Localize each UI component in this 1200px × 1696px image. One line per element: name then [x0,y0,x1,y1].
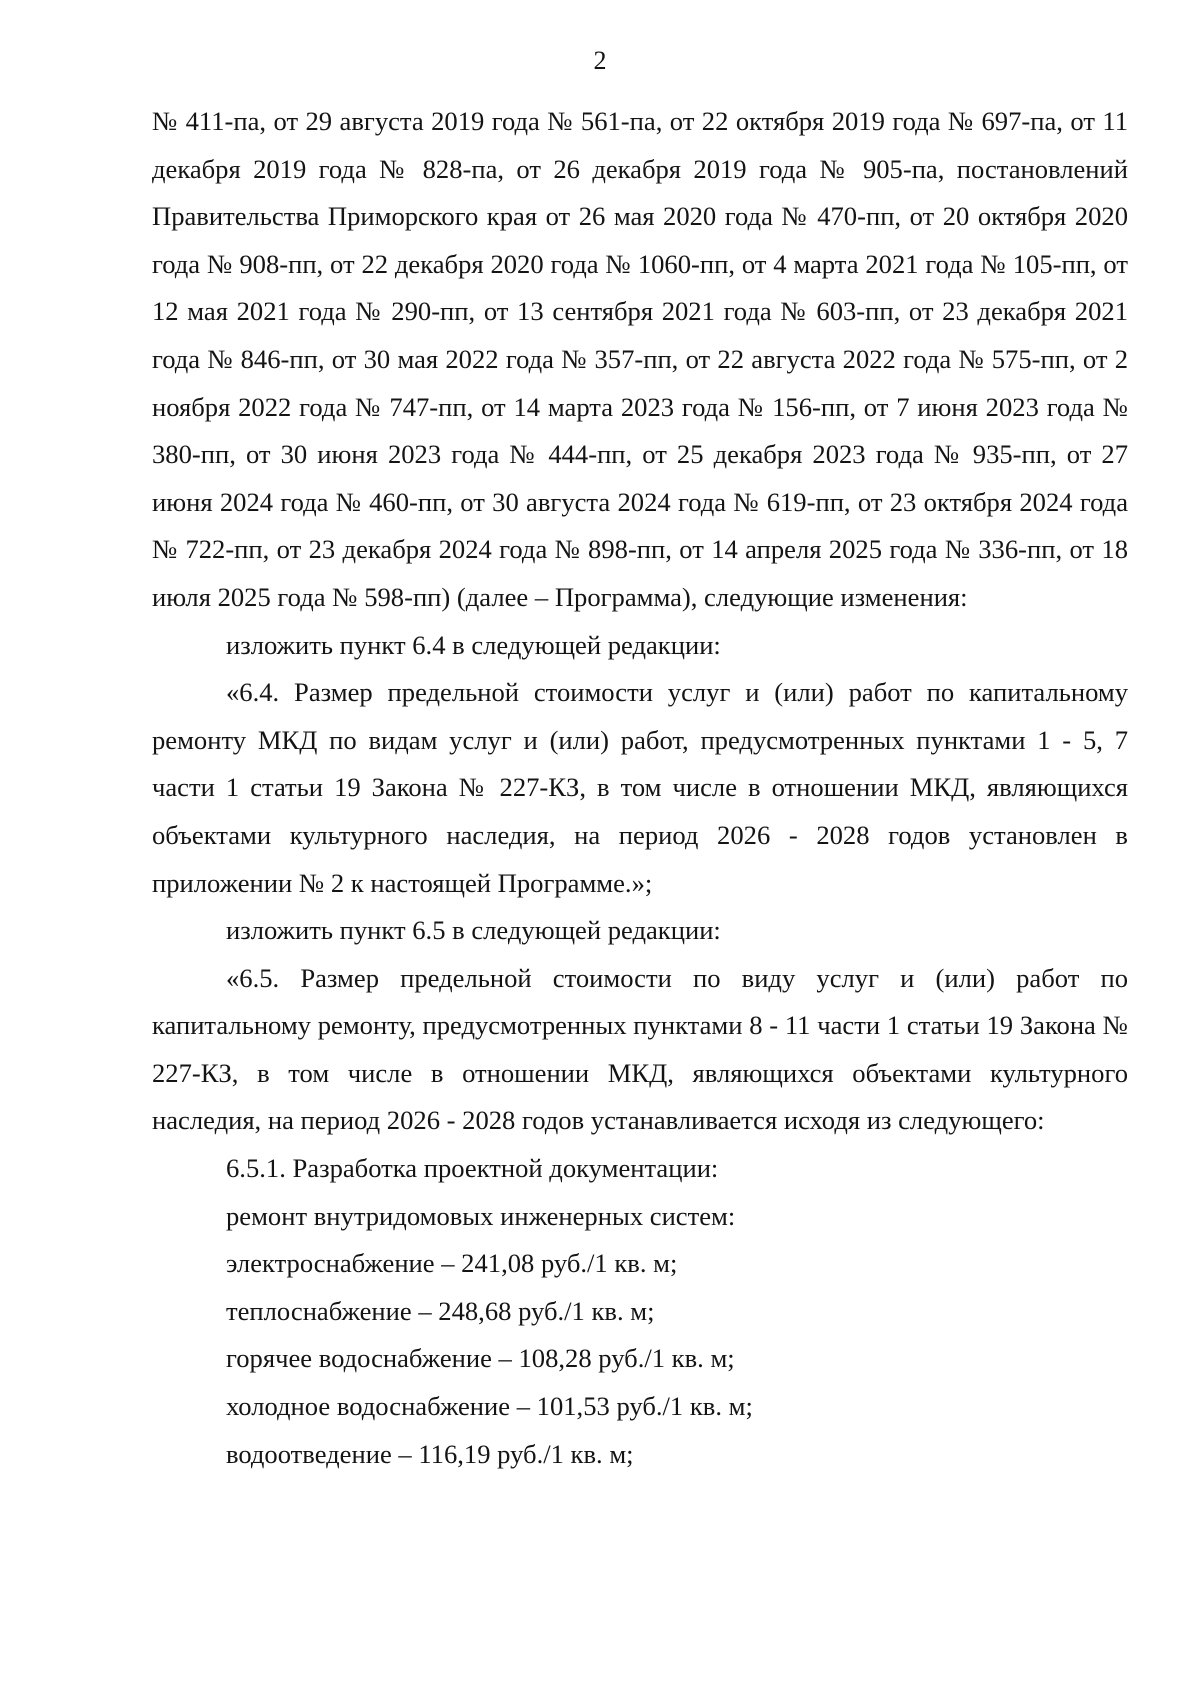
list-item-engineering-systems: ремонт внутридомовых инженерных систем: [226,1200,736,1231]
document-body [152,98,1128,1478]
list-item-hot-water: горячее водоснабжение – 108,28 руб./1 кв. м; [226,1343,735,1374]
paragraph-instruction-6-5: изложить пункт 6.5 в следующей редакции: [226,915,721,946]
list-item-drainage: водоотведение – 116,19 руб./1 кв. м; [226,1438,634,1469]
clause-6-5-1-heading: 6.5.1. Разработка проектной документации: [226,1153,719,1184]
paragraph-clause-6-5: «6.5. Размер предельной стоимости по виду услуг и (или) работ по капитальному ремонту, предусмотренных пунктами 8 - 11 части 1 статьи 19 Закона № 227-КЗ, в том числе в отношении МКД, являющихся объектами культурного наследия, на период 2026 - 2028 годов устанавливается исходя из следующего: [152,962,1128,1136]
list-item-cold-water: холодное водоснабжение – 101,53 руб./1 кв. м; [226,1391,753,1422]
paragraph-clause-6-4: «6.4. Размер предельной стоимости услуг и (или) работ по капитальному ремонту МКД по видам услуг и (или) работ, предусмотренных пунктами 1 - 5, 7 части 1 статьи 19 Закона № 227-КЗ, в том числе в отношении МКД, являющихся объектами культурного наследия, на период 2026 - 2028 годов установлен в приложении № 2 к настоящей Программе.»; [152,677,1128,898]
list-item-electricity: электроснабжение – 241,08 руб./1 кв. м; [226,1248,678,1279]
page-number: 2 [593,46,607,75]
paragraph-amendments-list: № 411-па, от 29 августа 2019 года № 561-па, от 22 октября 2019 года № 697-па, от 11 декабря 2019 года № 828-па, от 26 декабря 2019 года № 905-па, постановлений Правительства Приморского края от 26 мая 2020 года № 470-пп, от 20 октября 2020 года № 908-пп, от 22 декабря 2020 года № 1060-пп, от 4 марта 2021 года № 105-пп, от 12 мая 2021 года № 290-пп, от 13 сентября 2021 года № 603-пп, от 23 декабря 2021 года № 846-пп, от 30 мая 2022 года № 357-пп, от 22 августа 2022 года № 575-пп, от 2 ноября 2022 года № 747-пп, от 14 марта 2023 года № 156-пп, от 7 июня 2023 года № 380-пп, от 30 июня 2023 года № 444-пп, от 25 декабря 2023 года № 935-пп, от 27 июня 2024 года № 460-пп, от 30 августа 2024 года № 619-пп, от 23 октября 2024 года № 722-пп, от 23 декабря 2024 года № 898-пп, от 14 апреля 2025 года № 336-пп, от 18 июля 2025 года № 598-пп) (далее – Программа), следующие изменения: [152,106,1128,612]
list-item-heating: теплоснабжение – 248,68 руб./1 кв. м; [226,1295,655,1326]
paragraph-instruction-6-4: изложить пункт 6.4 в следующей редакции: [226,629,721,660]
